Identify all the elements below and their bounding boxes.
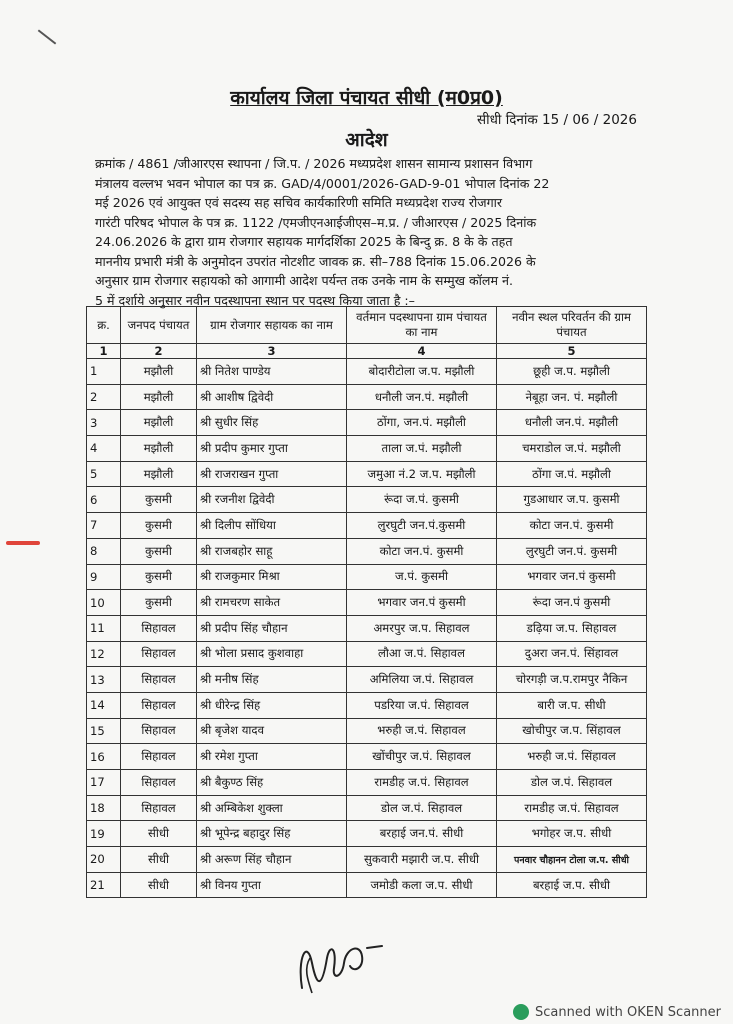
table-row bbox=[87, 384, 647, 410]
row-new-posting: नेबूहा जन. पं. मझौली bbox=[497, 384, 647, 410]
row-new-posting: चोरगड़ी ज.प.रामपुर नैकिन bbox=[497, 667, 647, 693]
table-row bbox=[87, 872, 647, 898]
row-serial: 12 bbox=[87, 641, 121, 667]
row-current-posting: डोल ज.पं. सिहावल bbox=[347, 795, 497, 821]
column-number: 4 bbox=[347, 344, 497, 359]
row-serial: 17 bbox=[87, 770, 121, 796]
column-number: 1 bbox=[87, 344, 121, 359]
row-new-posting: पनवार चौहानन टोला ज.प. सीधी bbox=[497, 847, 647, 873]
row-current-posting: धनौली जन.पं. मझौली bbox=[347, 384, 497, 410]
column-number: 2 bbox=[121, 344, 197, 359]
row-serial: 15 bbox=[87, 718, 121, 744]
row-janpad: सिहावल bbox=[121, 615, 197, 641]
row-current-posting: ज.पं. कुसमी bbox=[347, 564, 497, 590]
row-new-posting: धनौली जन.पं. मझौली bbox=[497, 410, 647, 436]
row-assistant-name: श्री धीरेन्द्र सिंह bbox=[197, 692, 347, 718]
row-serial: 21 bbox=[87, 872, 121, 898]
row-current-posting: जमोडी कला ज.प. सीधी bbox=[347, 872, 497, 898]
table-row bbox=[87, 487, 647, 513]
row-serial: 16 bbox=[87, 744, 121, 770]
row-new-posting: लुरघुटी जन.पं. कुसमी bbox=[497, 538, 647, 564]
scanner-watermark bbox=[513, 1004, 721, 1020]
row-serial: 18 bbox=[87, 795, 121, 821]
row-assistant-name: श्री अरूण सिंह चौहान bbox=[197, 847, 347, 873]
row-current-posting: रामडीह ज.पं. सिहावल bbox=[347, 770, 497, 796]
table-row bbox=[87, 795, 647, 821]
row-serial: 5 bbox=[87, 461, 121, 487]
scanner-text: Scanned with OKEN Scanner bbox=[535, 1004, 721, 1020]
row-current-posting: अमरपुर ज.प. सिहावल bbox=[347, 615, 497, 641]
row-serial: 20 bbox=[87, 847, 121, 873]
body-line: 5 में दर्शाये अनुसार नवीन पदस्थापना स्थान पर पदस्थ किया जाता है :– bbox=[95, 292, 415, 308]
body-line: क्रमांक / 4861 /जीआरएस स्थापना / जि.प. / 2026 मध्यप्रदेश शासन सामान्य प्रशासन विभाग bbox=[95, 156, 533, 171]
scan-mark bbox=[38, 29, 57, 44]
row-new-posting: बारी ज.प. सीधी bbox=[497, 692, 647, 718]
row-janpad: सीधी bbox=[121, 872, 197, 898]
row-assistant-name: श्री राजकुमार मिश्रा bbox=[197, 564, 347, 590]
row-serial: 9 bbox=[87, 564, 121, 590]
header-serial: क्र. bbox=[87, 307, 121, 344]
column-number: 3 bbox=[197, 344, 347, 359]
row-serial: 7 bbox=[87, 513, 121, 539]
row-janpad: मझौली bbox=[121, 436, 197, 462]
row-new-posting: डोल ज.पं. सिहावल bbox=[497, 770, 647, 796]
table-row bbox=[87, 615, 647, 641]
table-row bbox=[87, 667, 647, 693]
row-current-posting: जमुआ नं.2 ज.प. मझौली bbox=[347, 461, 497, 487]
table-row bbox=[87, 590, 647, 616]
row-serial: 6 bbox=[87, 487, 121, 513]
row-new-posting: बरहाई ज.प. सीधी bbox=[497, 872, 647, 898]
row-assistant-name: श्री प्रदीप सिंह चौहान bbox=[197, 615, 347, 641]
row-janpad: कुसमी bbox=[121, 487, 197, 513]
row-serial: 3 bbox=[87, 410, 121, 436]
header-janpad: जनपद पंचायत bbox=[121, 307, 197, 344]
row-serial: 8 bbox=[87, 538, 121, 564]
row-current-posting: भगवार जन.पं कुसमी bbox=[347, 590, 497, 616]
table-row bbox=[87, 359, 647, 385]
row-janpad: कुसमी bbox=[121, 538, 197, 564]
row-current-posting: ठोंगा, जन.पं. मझौली bbox=[347, 410, 497, 436]
row-serial: 13 bbox=[87, 667, 121, 693]
row-current-posting: पडरिया ज.पं. सिहावल bbox=[347, 692, 497, 718]
scanner-logo-icon bbox=[513, 1004, 529, 1020]
table-row bbox=[87, 744, 647, 770]
row-assistant-name: श्री भूपेन्द्र बहादुर सिंह bbox=[197, 821, 347, 847]
red-ink-mark bbox=[6, 541, 40, 545]
row-new-posting: ठोंगा ज.पं. मझौली bbox=[497, 461, 647, 487]
row-current-posting: कोटा जन.पं. कुसमी bbox=[347, 538, 497, 564]
row-new-posting: डढ़िया ज.प. सिहावल bbox=[497, 615, 647, 641]
row-assistant-name: श्री रामचरण साकेत bbox=[197, 590, 347, 616]
row-janpad: मझौली bbox=[121, 359, 197, 385]
body-line: माननीय प्रभारी मंत्री के अनुमोदन उपरांत नोटशीट जावक क्र. सी–788 दिनांक 15.06.2026 के bbox=[95, 253, 536, 269]
row-assistant-name: श्री प्रदीप कुमार गुप्ता bbox=[197, 436, 347, 462]
row-janpad: सिहावल bbox=[121, 744, 197, 770]
transfer-table bbox=[86, 306, 647, 898]
row-serial: 10 bbox=[87, 590, 121, 616]
row-assistant-name: श्री रमेश गुप्ता bbox=[197, 744, 347, 770]
row-assistant-name: श्री अम्बिकेश शुक्ला bbox=[197, 795, 347, 821]
row-new-posting: गुडआधार ज.प. कुसमी bbox=[497, 487, 647, 513]
row-assistant-name: श्री आशीष द्विवेदी bbox=[197, 384, 347, 410]
row-current-posting: बोदारीटोला ज.प. मझौली bbox=[347, 359, 497, 385]
body-line: 24.06.2026 के द्वारा ग्राम रोजगार सहायक मार्गदर्शिका 2025 के बिन्दु क्र. 8 के के तहत bbox=[95, 234, 513, 249]
row-serial: 4 bbox=[87, 436, 121, 462]
row-janpad: सिहावल bbox=[121, 795, 197, 821]
table-row bbox=[87, 821, 647, 847]
header-assistant-name: ग्राम रोजगार सहायक का नाम bbox=[197, 307, 347, 344]
row-new-posting: रूंदा जन.पं कुसमी bbox=[497, 590, 647, 616]
office-title: कार्यालय जिला पंचायत सीधी (म0प्र0) bbox=[230, 87, 503, 109]
row-assistant-name: श्री भोला प्रसाद कुशवाहा bbox=[197, 641, 347, 667]
table-row bbox=[87, 538, 647, 564]
row-serial: 2 bbox=[87, 384, 121, 410]
row-current-posting: भरुही ज.पं. सिहावल bbox=[347, 718, 497, 744]
row-serial: 14 bbox=[87, 692, 121, 718]
table-row bbox=[87, 692, 647, 718]
row-assistant-name: श्री बृजेश यादव bbox=[197, 718, 347, 744]
row-assistant-name: श्री दिलीप सोंधिया bbox=[197, 513, 347, 539]
row-new-posting: कोटा जन.पं. कुसमी bbox=[497, 513, 647, 539]
row-janpad: मझौली bbox=[121, 461, 197, 487]
row-assistant-name: श्री सुधीर सिंह bbox=[197, 410, 347, 436]
row-assistant-name: श्री राजबहोर साहू bbox=[197, 538, 347, 564]
row-current-posting: सुकवारी मझारी ज.प. सीधी bbox=[347, 847, 497, 873]
row-assistant-name: श्री बैकुण्ठ सिंह bbox=[197, 770, 347, 796]
row-janpad: सिहावल bbox=[121, 718, 197, 744]
row-janpad: कुसमी bbox=[121, 564, 197, 590]
row-current-posting: रूंदा ज.पं. कुसमी bbox=[347, 487, 497, 513]
row-current-posting: खोंचीपुर ज.पं. सिहावल bbox=[347, 744, 497, 770]
row-janpad: मझौली bbox=[121, 384, 197, 410]
row-new-posting: भगोहर ज.प. सीधी bbox=[497, 821, 647, 847]
row-current-posting: ताला ज.पं. मझौली bbox=[347, 436, 497, 462]
table-row bbox=[87, 461, 647, 487]
header-new-posting: नवीन स्थल परिवर्तन की ग्राम पंचायत bbox=[497, 307, 647, 344]
order-heading: आदेश bbox=[345, 129, 388, 151]
signature bbox=[282, 918, 402, 998]
column-number: 5 bbox=[497, 344, 647, 359]
order-date: सीधी दिनांक 15 / 06 / 2026 bbox=[476, 112, 637, 128]
row-assistant-name: श्री राजराखन गुप्ता bbox=[197, 461, 347, 487]
row-janpad: मझौली bbox=[121, 410, 197, 436]
row-current-posting: अमिलिया ज.पं. सिहावल bbox=[347, 667, 497, 693]
row-janpad: कुसमी bbox=[121, 590, 197, 616]
row-new-posting: भगवार जन.पं कुसमी bbox=[497, 564, 647, 590]
row-serial: 19 bbox=[87, 821, 121, 847]
row-assistant-name: श्री नितेश पाण्डेय bbox=[197, 359, 347, 385]
table-row bbox=[87, 436, 647, 462]
row-serial: 11 bbox=[87, 615, 121, 641]
table-row bbox=[87, 513, 647, 539]
row-new-posting: दुअरा जन.पं. सिंहावल bbox=[497, 641, 647, 667]
body-line: मई 2026 एवं आयुक्त एवं सदस्य सह सचिव कार्यकारिणी समिति मध्यप्रदेश राज्य रोजगार bbox=[95, 195, 503, 210]
order-body bbox=[95, 154, 645, 310]
row-assistant-name: श्री रजनीश द्विवेदी bbox=[197, 487, 347, 513]
table-row bbox=[87, 564, 647, 590]
row-new-posting: रामडीह ज.पं. सिहावल bbox=[497, 795, 647, 821]
body-line: मंत्रालय वल्लभ भवन भोपाल का पत्र क्र. GAD/4/0001/2026-GAD-9-01 भोपाल दिनांक 22 bbox=[95, 175, 550, 191]
body-line: गारंटी परिषद भोपाल के पत्र क्र. 1122 /एमजीएनआईजीएस–म.प्र. / जीआरएस / 2025 दिनांक bbox=[95, 214, 537, 230]
table-row bbox=[87, 410, 647, 436]
row-current-posting: बरहाई जन.पं. सीधी bbox=[347, 821, 497, 847]
table-row bbox=[87, 847, 647, 873]
row-current-posting: लुरघुटी जन.पं.कुसमी bbox=[347, 513, 497, 539]
row-janpad: सीधी bbox=[121, 821, 197, 847]
row-new-posting: छूही ज.प. मझौली bbox=[497, 359, 647, 385]
table-row bbox=[87, 770, 647, 796]
row-janpad: सिहावल bbox=[121, 667, 197, 693]
header-current-posting: वर्तमान पदस्थापना ग्राम पंचायत का नाम bbox=[347, 307, 497, 344]
row-new-posting: भरुही ज.पं. सिंहावल bbox=[497, 744, 647, 770]
table-row bbox=[87, 718, 647, 744]
row-janpad: सिहावल bbox=[121, 770, 197, 796]
row-janpad: कुसमी bbox=[121, 513, 197, 539]
body-line: अनुसार ग्राम रोजगार सहायको को आगामी आदेश पर्यन्त तक उनके नाम के सम्मुख कॉलम नं. bbox=[95, 273, 513, 288]
row-janpad: सीधी bbox=[121, 847, 197, 873]
row-serial: 1 bbox=[87, 359, 121, 385]
row-new-posting: चमराडोल ज.पं. मझौली bbox=[497, 436, 647, 462]
row-assistant-name: श्री मनीष सिंह bbox=[197, 667, 347, 693]
table-row bbox=[87, 641, 647, 667]
row-assistant-name: श्री विनय गुप्ता bbox=[197, 872, 347, 898]
row-new-posting: खोचीपुर ज.प. सिंहावल bbox=[497, 718, 647, 744]
row-janpad: सिहावल bbox=[121, 641, 197, 667]
row-current-posting: लौआ ज.पं. सिहावल bbox=[347, 641, 497, 667]
row-janpad: सिहावल bbox=[121, 692, 197, 718]
table-body bbox=[87, 359, 647, 898]
